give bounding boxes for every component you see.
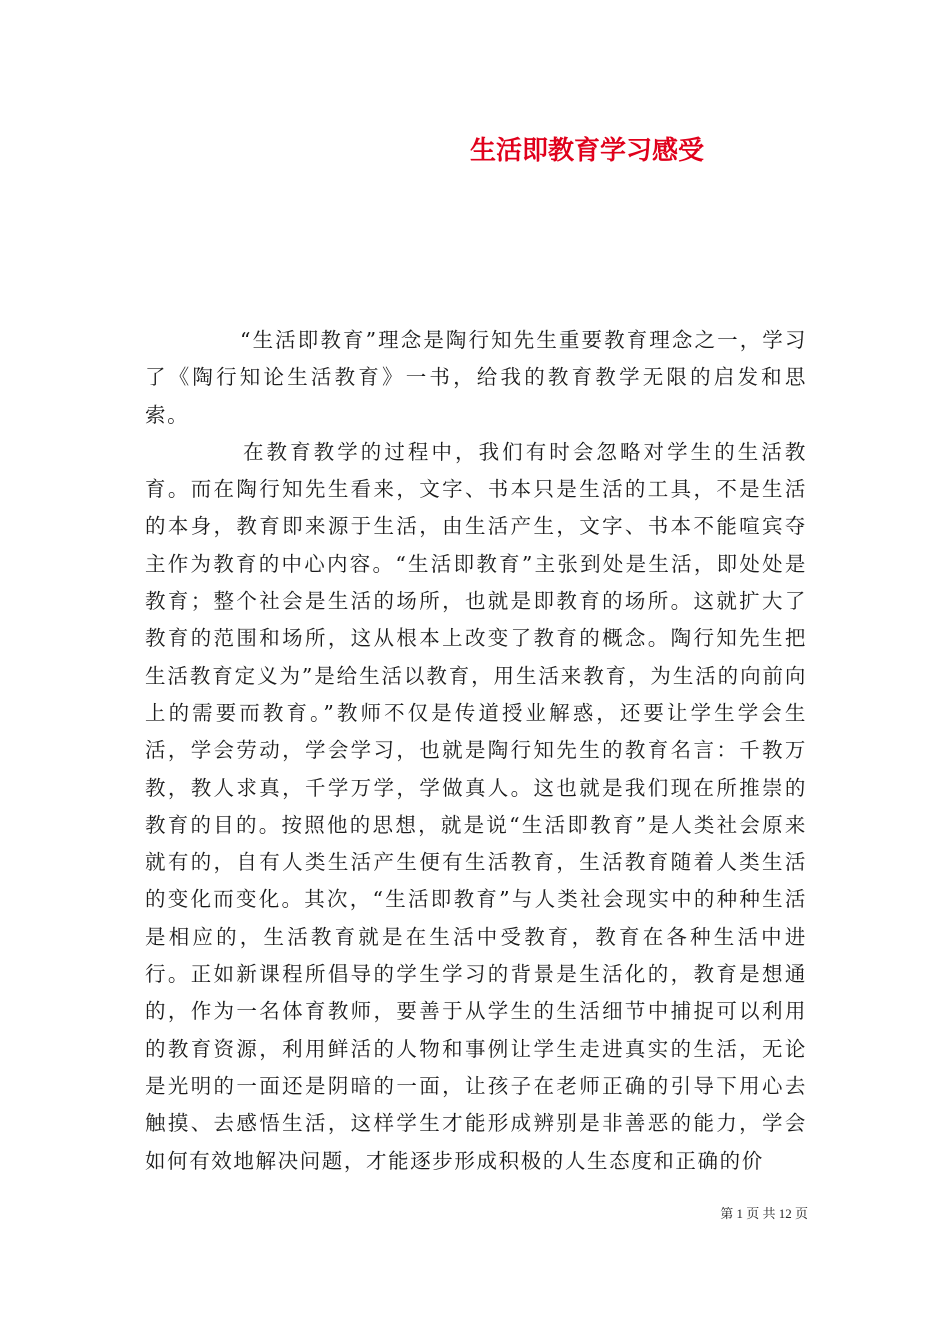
document-body: [145, 322, 807, 1180]
page-title: 生活即教育学习感受: [470, 136, 705, 166]
page-number-footer: 第 1 页 共 12 页: [720, 1206, 808, 1221]
paragraph-intro: “生活即教育”理念是陶行知先生重要教育理念之一，学习了《陶行知论生活教育》一书，给我的教育教学无限的启发和思索。: [145, 328, 807, 427]
paragraph-main: 在教育教学的过程中，我们有时会忽略对学生的生活教育。而在陶行知先生看来，文字、书本只是生活的工具，不是生活的本身，教育即来源于生活，由生活产生，文字、书本不能喧宾夺主作为教育的中心内容。“生活即教育”主张到处是生活，即处处是教育；整个社会是生活的场所，也就是即教育的场所。这就扩大了教育的范围和场所，这从根本上改变了教育的概念。陶行知先生把生活教育定义为”是给生活以教育，用生活来教育，为生活的向前向上的需要而教育。”教师不仅是传道授业解惑，还要让学生学会生活，学会劳动，学会学习，也就是陶行知先生的教育名言：千教万教，教人求真，千学万学，学做真人。这也就是我们现在所推崇的教育的目的。按照他的思想，就是说“生活即教育”是人类社会原来就有的，自有人类生活产生便有生活教育，生活教育随着人类生活的变化而变化。其次，“生活即教育”与人类社会现实中的种种生活是相应的，生活教育就是在生活中受教育，教育在各种生活中进行。正如新课程所倡导的学生学习的背景是生活化的，教育是想通的，作为一名体育教师，要善于从学生的生活细节中捕捉可以利用的教育资源，利用鲜活的人物和事例让学生走进真实的生活，无论是光明的一面还是阴暗的一面，让孩子在老师正确的引导下用心去触摸、去感悟生活，这样学生才能形成辨别是非善恶的能力，学会如何有效地解决问题，才能逐步形成积极的人生态度和正确的价: [145, 439, 807, 1173]
